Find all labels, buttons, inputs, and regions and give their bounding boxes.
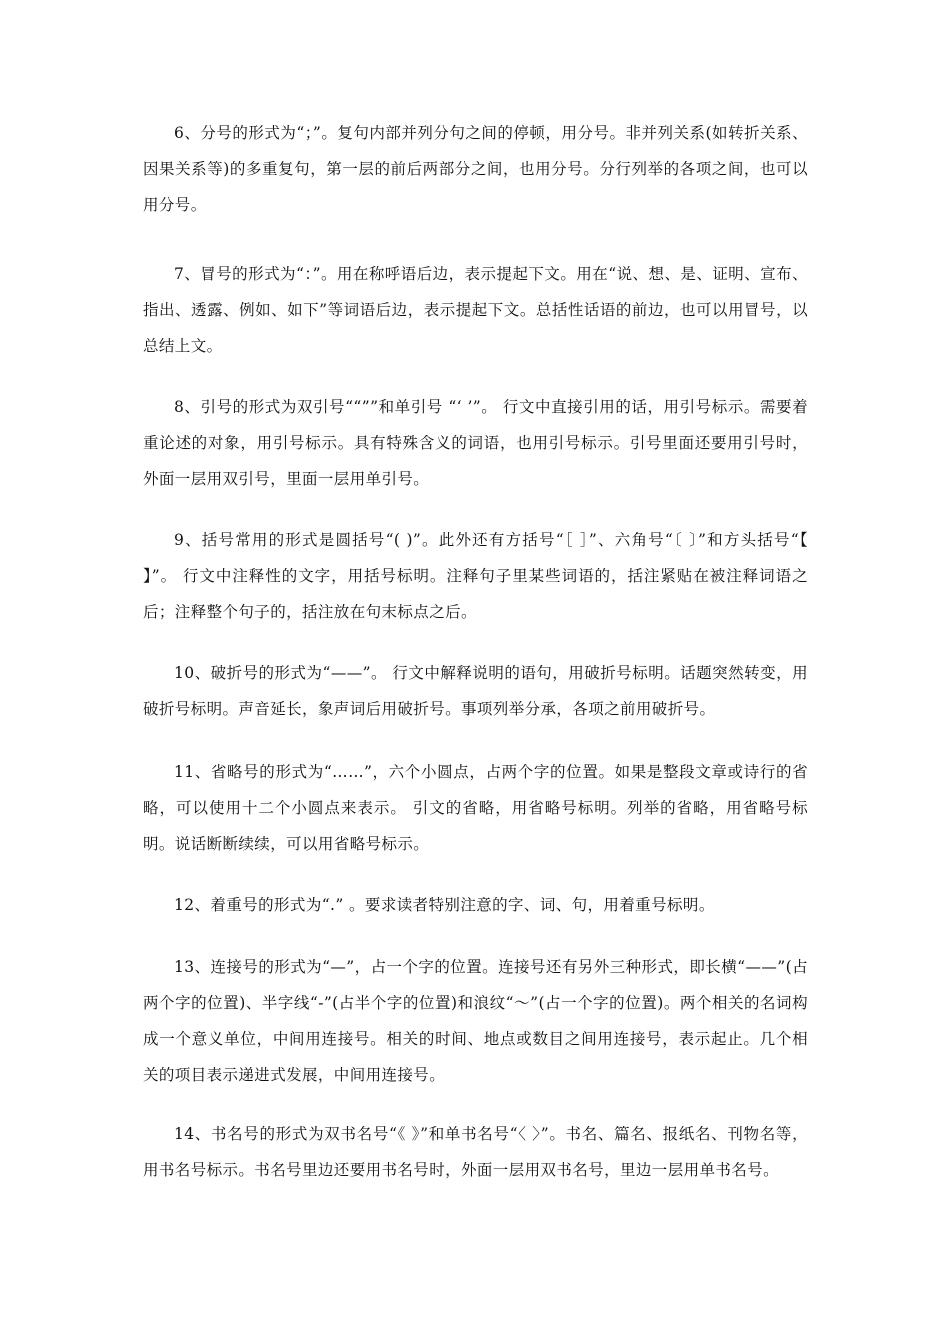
paragraph-brackets: 9、括号常用的形式是圆括号“( )”。此外还有方括号“［ ］”、六角号“〔 〕”和方头括号“【 】”。 行文中注释性的文字，用括号标明。注释句子里某些词语的，括注紧贴在被注释词语之后；注释整个句子的，括注放在句末标点之后。 — [143, 531, 808, 621]
paragraph-title-mark: 14、书名号的形式为双书名号“《 》”和单书名号“〈 〉”。书名、篇名、报纸名、刊物名等，用书名号标示。书名号里边还要用书名号时，外面一层用双书名号，里边一层用单书名号。 — [143, 1125, 808, 1179]
paragraph-emphasis-mark: 12、着重号的形式为“.” 。要求读者特别注意的字、词、句，用着重号标明。 — [174, 896, 715, 914]
paragraph-hyphen: 13、连接号的形式为“—”，占一个字的位置。连接号还有另外三种形式，即长横“——”(占两个字的位置)、半字线“-”(占半个字的位置)和浪纹“～”(占一个字的位置)。两个相关的名词构成一个意义单位，中间用连接号。相关的时间、地点或数目之间用连接号，表示起止。几个相关的项目表示递进式发展，中间用连接号。 — [143, 958, 808, 1084]
paragraph-semicolon: 6、分号的形式为“；”。复句内部并列分句之间的停顿，用分号。非并列关系(如转折关系、因果关系等)的多重复句，第一层的前后两部分之间，也用分号。分行列举的各项之间，也可以用分号。 — [143, 124, 808, 214]
paragraph-colon: 7、冒号的形式为“：”。用在称呼语后边，表示提起下文。用在“说、想、是、证明、宣布、指出、透露、例如、如下”等词语后边，表示提起下文。总括性话语的前边，也可以用冒号，以总结上文。 — [143, 265, 808, 355]
paragraph-ellipsis: 11、省略号的形式为“……”，六个小圆点，占两个字的位置。如果是整段文章或诗行的省略，可以使用十二个小圆点来表示。 引文的省略，用省略号标明。列举的省略，用省略号标明。说话断断续续，可以用省略号标示。 — [143, 763, 808, 853]
paragraph-dash: 10、破折号的形式为“——”。 行文中解释说明的语句，用破折号标明。话题突然转变，用破折号标明。声音延长，象声词后用破折号。事项列举分承，各项之前用破折号。 — [143, 664, 808, 718]
paragraph-quotation-mark: 8、引号的形式为双引号““””和单引号 “‘ ’”。 行文中直接引用的话，用引号标示。需要着重论述的对象，用引号标示。具有特殊含义的词语，也用引号标示。引号里面还要用引号时，外面一层用双引号，里面一层用单引号。 — [143, 398, 808, 488]
